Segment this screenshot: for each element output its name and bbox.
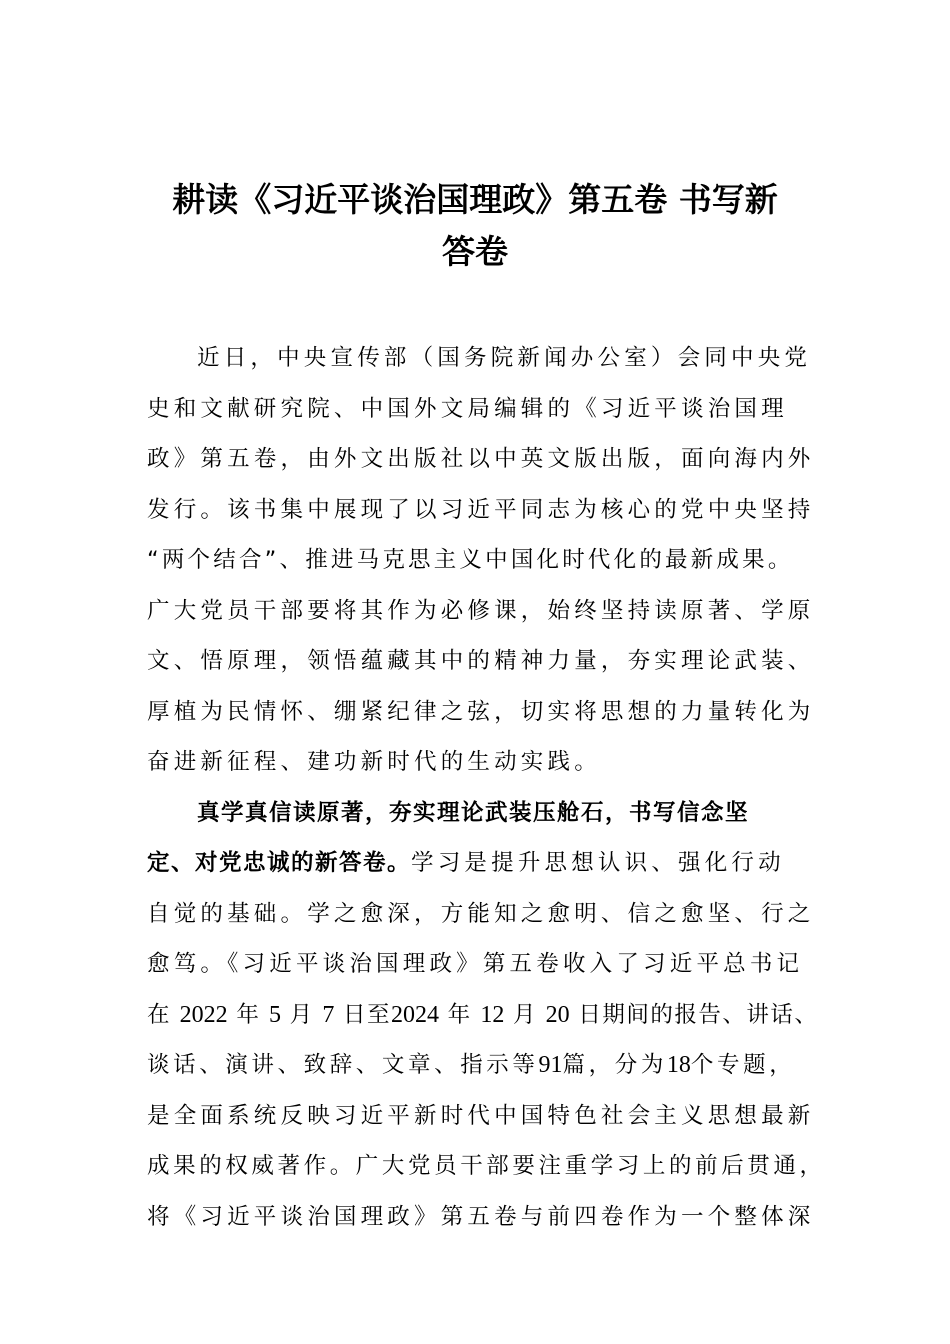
text-line: 政》第五卷，由外文出版社以中英文版出版，面向海内外 (147, 446, 815, 472)
text-run: 在 (147, 1001, 172, 1028)
title-line-1: 耕读《习近平谈治国理政》第五卷 书写新 (172, 180, 778, 219)
text-run: 日至 (342, 1001, 391, 1028)
paragraph-section-1 (147, 788, 827, 1243)
paragraph-intro (147, 333, 827, 788)
text-run: 年 (447, 1001, 472, 1028)
day-value: 7 (322, 1001, 335, 1028)
document-title (140, 174, 810, 278)
title-line-2: 答卷 (442, 232, 508, 271)
text-line: “两个结合”、推进马克思主义中国化时代化的最新成果。 (147, 547, 794, 573)
text-run: 学习是提升思想认识、强化行动 (411, 850, 785, 876)
text-line: 发行。该书集中展现了以习近平同志为核心的党中央坚持 (147, 496, 815, 523)
text-line: 史和文献研究院、中国外文局编辑的《习近平谈治国理 (147, 395, 788, 422)
text-run: 篇，分为 (562, 1052, 667, 1078)
article-count: 91 (538, 1052, 563, 1078)
text-run: 日期间的报告、讲话、 (578, 1001, 819, 1028)
day-value: 20 (545, 1001, 570, 1028)
text-line: 自觉的基础。学之愈深，方能知之愈明、信之愈坚、行之 (147, 900, 815, 927)
year-value: 2024 (391, 1001, 439, 1028)
year-value: 2022 (179, 1001, 228, 1028)
text-run: 月 (512, 1001, 537, 1028)
text-line (147, 990, 827, 1041)
text-run: 个专题， (690, 1052, 796, 1078)
text-line (147, 838, 827, 889)
text-line: 近日，中央宣传部（国务院新闻办公室）会同中央党 (197, 345, 812, 371)
text-line: 文、悟原理，领悟蕴藏其中的精神力量，夯实理论武装、 (147, 648, 815, 674)
text-run: 谈话、演讲、致辞、文章、指示等 (147, 1052, 539, 1078)
section-heading-line: 真学真信读原著，夯实理论武装压舱石，书写信念坚 (197, 799, 750, 826)
section-heading-tail: 定、对党忠诚的新答卷。 (147, 850, 412, 876)
month-value: 5 (269, 1001, 281, 1028)
text-run: 月 (289, 1001, 314, 1028)
text-line (147, 1040, 827, 1091)
text-line: 将《习近平谈治国理政》第五卷与前四卷作为一个整体深 (147, 1203, 815, 1230)
text-line: 厚植为民情怀、绷紧纪律之弦，切实将思想的力量转化为 (147, 698, 815, 725)
text-run: 年 (236, 1001, 261, 1028)
text-line: 是全面系统反映习近平新时代中国特色社会主义思想最新 (147, 1102, 815, 1129)
month-value: 12 (480, 1001, 505, 1028)
topic-count: 18 (666, 1052, 691, 1078)
text-line: 成果的权威著作。广大党员干部要注重学习上的前后贯通， (147, 1153, 826, 1179)
text-line: 奋进新征程、建功新时代的生动实践。 (147, 749, 601, 775)
document-body (147, 333, 827, 1242)
text-line: 广大党员干部要将其作为必修课，始终坚持读原著、学原 (147, 597, 815, 624)
text-line: 愈笃。《习近平谈治国理政》第五卷收入了习近平总书记 (147, 951, 804, 977)
